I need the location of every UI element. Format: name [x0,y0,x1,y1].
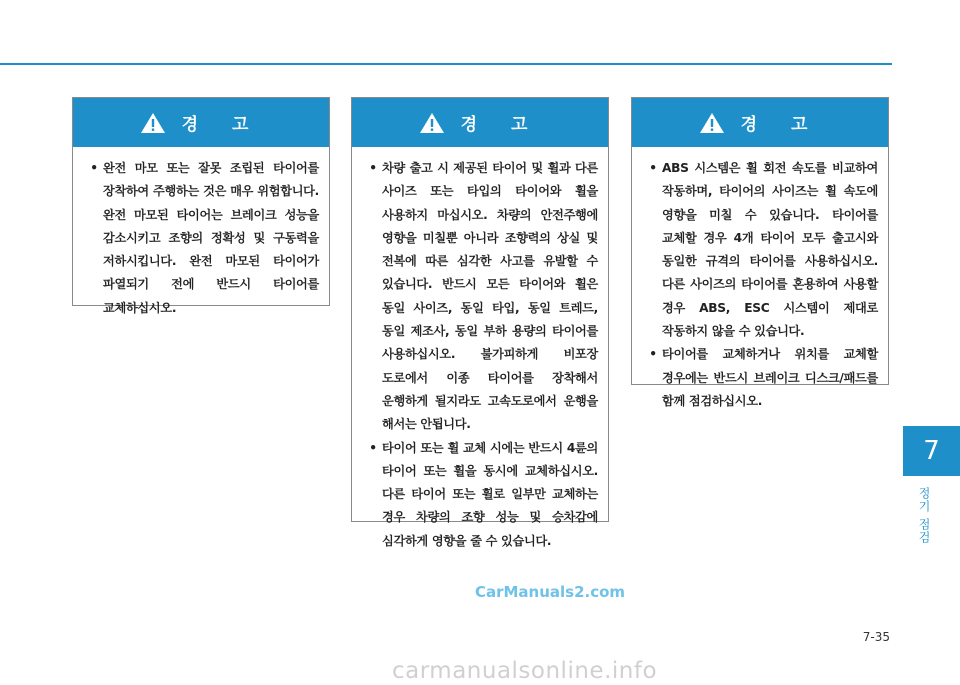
bullet-text: 타이어 또는 휠 교체 시에는 반드시 4륜의 타이어 또는 휠을 동시에 교체하십시오. 다른 타이어 또는 휠로 일부만 교체하는 경우 차량의 조향 성능 및 승차감에 심각하게 영향을 줄 수 있습니다. [382,440,598,548]
list-item [364,157,598,437]
warning-card-header [632,98,888,147]
list-item [644,157,878,343]
bullet-dot: • [90,161,98,175]
watermark-link[interactable]: CarManuals2.com [474,583,626,601]
warning-heading: 경 고 [181,115,263,135]
warning-card-2 [351,97,609,548]
list-item [644,343,878,413]
chapter-tab[interactable]: 7 [903,426,960,476]
bullet-text: 완전 마모 또는 잘못 조립된 타이어를 장착하여 주행하는 것은 매우 위험합니다. 완전 마모된 타이어는 브레이크 성능을 감소시키고 조향의 정확성 및 구동력을 저하시킵니다. 완전 마모된 타이어가 파열되기 전에 반드시 타이어를 교체하십시오. [103,161,319,315]
warning-triangle-icon [140,112,166,134]
warning-card-header [352,98,608,147]
warning-heading: 경 고 [460,115,542,135]
bullet-dot: • [369,440,377,455]
warning-triangle-icon [699,112,725,134]
warning-heading: 경 고 [740,115,822,135]
warning-card-body [73,147,329,332]
warning-triangle-icon [419,112,445,134]
bullet-dot: • [649,161,657,175]
watermark-footer: carmanualsonline.info [392,658,658,684]
bullet-dot: • [649,347,657,362]
bullet-text: 차량 출고 시 제공된 타이어 및 휠과 다른 사이즈 또는 타입의 타이어와 휠을 사용하지 마십시오. 차량의 안전주행에 영향을 미칠뿐 아니라 조향력의 상실 및 전복에 따른 심각한 사고를 유발할 수 있습니다. 반드시 모든 타이어와 휠은 동일 사이즈, 동일 타입, 동일 트레드, 동일 제조사, 동일 부하 용량의 타이어를 사용하십시오. 불가피하게 비포장 도로에서 이종 타이어를 장착해서 운행하게 될지라도 고속도로에서 운행을 해서는 안됩니다. [382,161,598,432]
bullet-text: 타이어를 교체하거나 위치를 교체할 경우에는 반드시 브레이크 디스크/패드를 함께 점검하십시오. [662,347,878,408]
page-number: 7-35 [862,630,890,644]
list-item [364,437,598,553]
warning-card-body [632,147,888,425]
warning-card-3 [631,97,889,408]
warning-card-body [352,147,608,565]
warning-card-header [73,98,329,147]
top-rule [0,63,892,65]
chapter-label: 정기 점검 [917,487,931,544]
bullet-text: ABS 시스템은 휠 회전 속도를 비교하여 작동하며, 타이어의 사이즈는 휠 속도에 영향을 미칠 수 있습니다. 타이어를 교체할 경우 4개 타이어 모두 출고시와 동일한 규격의 타이어를 사용하십시오. 다른 사이즈의 타이어를 혼용하여 사용할 경우 ABS, ESC 시스템이 제대로 작동하지 않을 수 있습니다. [662,161,878,339]
bullet-dot: • [369,161,377,175]
list-item [85,157,319,320]
warning-card-1 [72,97,330,315]
